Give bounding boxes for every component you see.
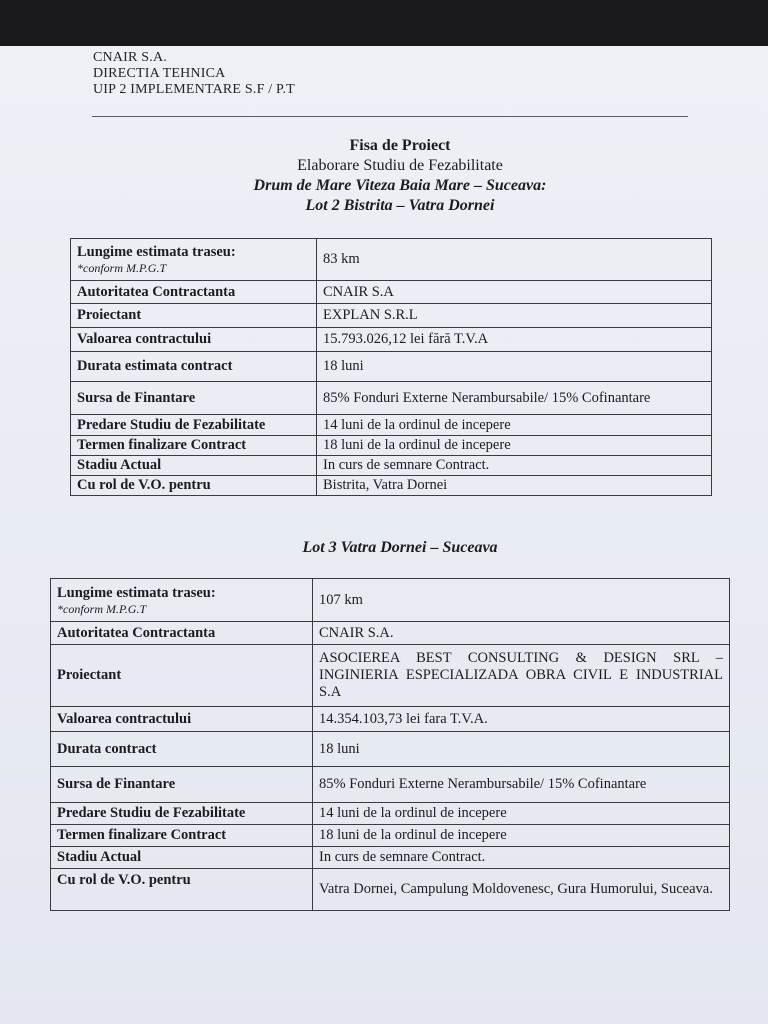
row-label: Stadiu Actual [51,847,313,869]
row-label: Cu rol de V.O. pentru [71,476,317,496]
row-value: 15.793.026,12 lei fără T.V.A [317,328,712,352]
row-value: In curs de semnare Contract. [313,847,730,869]
table-row [51,847,730,869]
row-label: Proiectant [51,645,313,707]
table-row [71,436,712,456]
row-value: 85% Fonduri Externe Nerambursabile/ 15% Cofinantare [317,382,712,415]
row-sublabel: *conform M.P.G.T [57,601,147,616]
table-row [51,732,730,767]
table-row [71,328,712,352]
table-row [51,707,730,732]
row-value: 18 luni de la ordinul de incepere [313,825,730,847]
table-row [71,281,712,304]
row-value: Bistrita, Vatra Dornei [317,476,712,496]
row-value: Vatra Dornei, Campulung Moldovenesc, Gura Humorului, Suceava. [313,869,730,911]
lot3-table [50,578,730,911]
row-value: EXPLAN S.R.L [317,304,712,328]
lot3-title: Lot 3 Vatra Dornei – Suceava [302,539,498,556]
row-label: Sursa de Finantare [71,382,317,415]
doc-subtitle: Elaborare Studiu de Fezabilitate [297,157,503,174]
lot2-title: Lot 2 Bistrita – Vatra Dornei [305,197,495,214]
row-value: 14 luni de la ordinul de incepere [317,415,712,436]
row-value: 14 luni de la ordinul de incepere [313,803,730,825]
row-label: Durata contract [51,732,313,767]
table-row [71,476,712,496]
table-row [51,622,730,645]
row-value: ASOCIEREA BEST CONSULTING & DESIGN SRL – INGINIERIA ESPECIALIZADA OBRA CIVIL E INDUSTRIAL S.A [313,645,730,707]
table-row [51,767,730,803]
row-label: Predare Studiu de Fezabilitate [51,803,313,825]
row-label: Predare Studiu de Fezabilitate [71,415,317,436]
row-value: CNAIR S.A [317,281,712,304]
row-value: In curs de semnare Contract. [317,456,712,476]
document-header [93,50,295,98]
table-row [51,803,730,825]
row-value: CNAIR S.A. [313,622,730,645]
row-label: Termen finalizare Contract [71,436,317,456]
header-unit: UIP 2 IMPLEMENTARE S.F / P.T [93,82,295,97]
row-label: Autoritatea Contractanta [51,622,313,645]
title-block [150,136,650,216]
row-label: Lungime estimata traseu: *conform M.P.G.T [51,579,313,622]
row-label: Termen finalizare Contract [51,825,313,847]
header-direction: DIRECTIA TEHNICA [93,66,226,81]
row-value: 18 luni de la ordinul de incepere [317,436,712,456]
row-label: Sursa de Finantare [51,767,313,803]
table-row [51,579,730,622]
doc-title: Fisa de Proiect [349,137,451,154]
project-name: Drum de Mare Viteza Baia Mare – Suceava: [253,177,547,194]
header-org: CNAIR S.A. [93,50,167,65]
row-value: 18 luni [317,352,712,382]
row-label: Lungime estimata traseu: *conform M.P.G.T [71,239,317,281]
header-divider [92,116,688,117]
table-row [51,645,730,707]
table-row [71,415,712,436]
row-value: 14.354.103,73 lei fara T.V.A. [313,707,730,732]
table-row [51,825,730,847]
row-value: 85% Fonduri Externe Nerambursabile/ 15% Cofinantare [313,767,730,803]
row-label: Stadiu Actual [71,456,317,476]
row-label: Durata estimata contract [71,352,317,382]
lot2-table [70,238,712,496]
row-label: Valoarea contractului [51,707,313,732]
table-row [71,382,712,415]
row-value: 107 km [313,579,730,622]
row-label: Proiectant [71,304,317,328]
row-label: Autoritatea Contractanta [71,281,317,304]
table-row [71,304,712,328]
row-sublabel: *conform M.P.G.T [77,261,167,275]
row-label: Valoarea contractului [71,328,317,352]
row-label: Cu rol de V.O. pentru [51,869,313,911]
table-row [71,352,712,382]
row-value: 18 luni [313,732,730,767]
table-row [71,239,712,281]
table-row [71,456,712,476]
table-row [51,869,730,911]
row-value: 83 km [317,239,712,281]
